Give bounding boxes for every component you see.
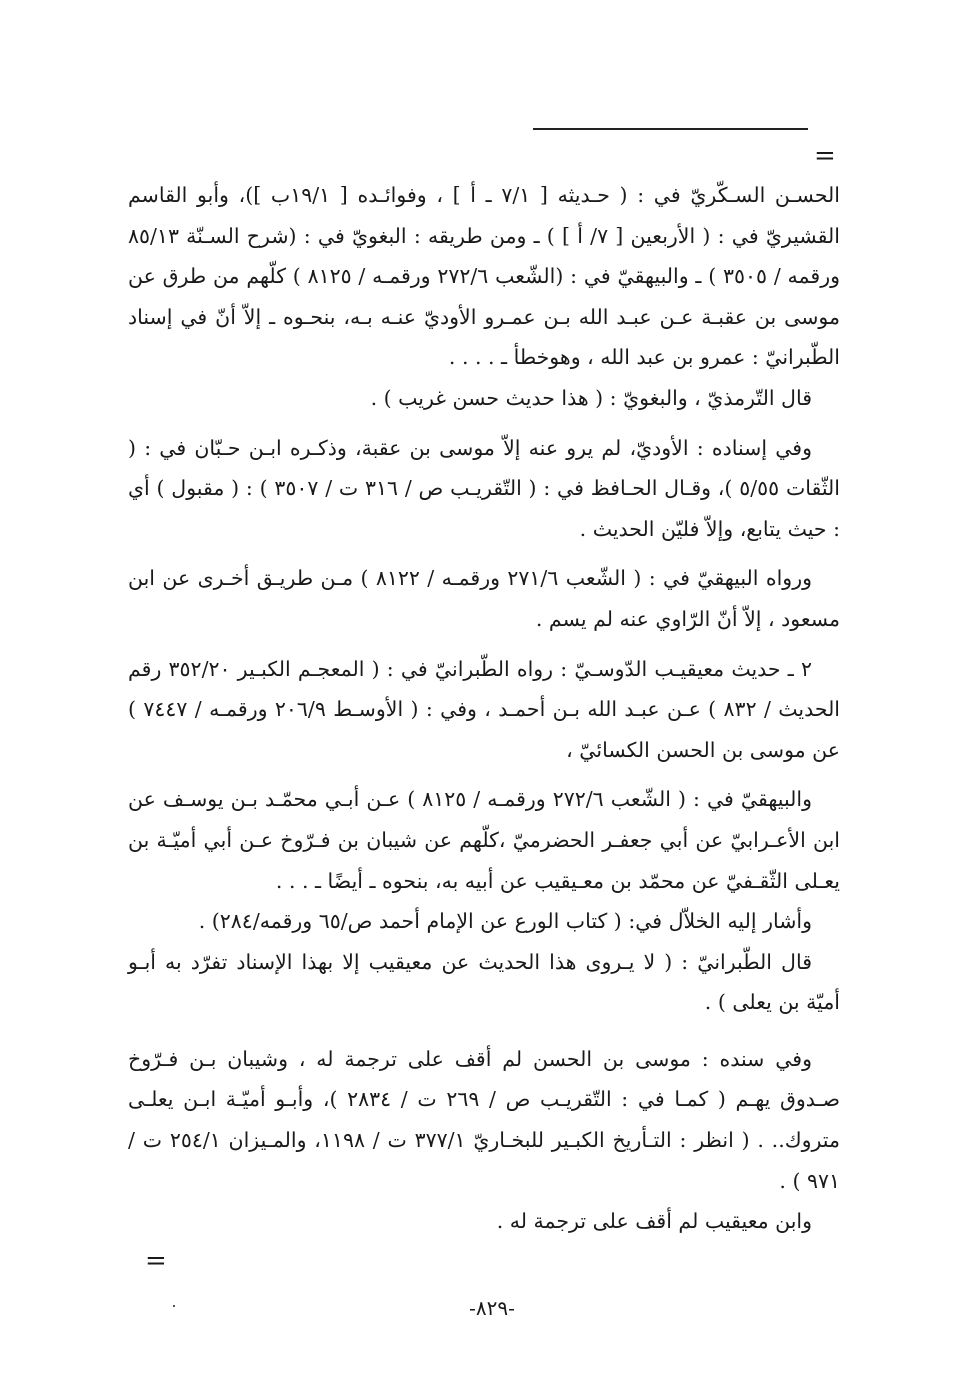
paragraph-bayhaqi-shuab: والبيهقيّ في : ( الشّعب ٢٧٢/٦ ورقمـه / ٨١٢٥ ) عـن أبـي محمّـد بـن يوسـف عن ابن الأعـرابيّ عن أبي جعفـر الحضرميّ ،كلّهم عن شيبان بن فـرّوخ عـن أبي أميّـة بن يعـلى الثّقـفيّ عن محمّد بن معـيقيب عن أبيه به، بنحوه ـ أيضًا ـ . . . bbox=[128, 787, 840, 893]
paragraph-hadith-muayqib: ٢ ـ حديث معيقيـب الدّوسـيّ : رواه الطّبرانيّ في : ( المعجـم الكبـير ٣٥٢/٢٠ رقم الحديث / ٨٣٢ ) عـن عبـد الله بـن أحمـد ، وفي : ( الأوسـط ٢٠٦/٩ ورقمـه / ٧٤٤٧ ) عن موسى بن الحسن الكسائيّ ، bbox=[128, 656, 841, 762]
paragraph-sanad-critique: وفي سنده : موسى بن الحسن لم أقف على ترجمة له ، وشيبان بـن فـرّوخ صـدوق يهـم ( كمـا في : التّقريـب ص / ٢٦٩ ت / ٢٨٣٤ )، وأبـو أميّـة ابـن يعلـى متروك.. . ( انظر : التـأريخ الكبـير للبخـاريّ ٣٧٧/١ ت / ١١٩٨، والمـيزان ٢٥٤/١ ت / ٩٧١ ) . bbox=[128, 1046, 840, 1193]
continuation-mark-top: = bbox=[814, 141, 836, 171]
continuation-mark-bottom: = bbox=[145, 1246, 167, 1276]
page-number: -٨٢٩- bbox=[469, 1296, 515, 1320]
footnote-body bbox=[128, 175, 840, 1242]
paragraph-isnad-awdi: وفي إسناده : الأوديّ، لم يرو عنه إلاّ موسى بن عقبة، وذكـره ابـن حـبّان في : ( الثّقات ٥/٥٥ )، وقـال الحـافظ في : ( التّقريـب ص / ٣١٦ ت / ٣٥٠٧ ) : ( مقبول ) أي : حيث يتابع، وإلاّ فليّن الحديث . bbox=[128, 435, 841, 541]
page-speck bbox=[173, 1305, 175, 1307]
paragraph-tabarani-statement: قال الطّبرانيّ : ( لا يـروى هذا الحديث عن معيقيب إلا بهذا الإسناد تفرّد به أبـو أميّة بن يعلى ) . bbox=[128, 949, 840, 1015]
paragraph-bayhaqi-ibn-masud: ورواه البيهقيّ في : ( الشّعب ٢٧١/٦ ورقمـه / ٨١٢٢ ) مـن طريـق أخـرى عن ابن مسعود ، إلاّ أنّ الرّاوي عنه لم يسم . bbox=[128, 566, 840, 631]
paragraph-tirmidhi-grading: قال التّرمذيّ ، والبغويّ : ( هذا حديث حسن غريب ) . bbox=[370, 385, 812, 410]
paragraph-chain-of-narration: الحسـن السـكّريّ في : ( حـديثه [ ٧/١ ـ أ ] ، وفوائـده [ ١٩/١ب ])، وأبو القاسم القشيريّ في : ( الأربعين [ ٧/ أ ] ) ـ ومن طريقه : البغويّ في : (شرح السـنّة ٨٥/١٣ ورقمه / ٣٥٠٥ ) ـ والبيهقيّ في : (الشّعب ٢٧٢/٦ ورقمـه / ٨١٢٥ ) كلّهم من طرق عن موسى بن عقبـة عـن عبـد الله بـن عمـرو الأوديّ عنـه بـه، بنحـوه ـ إلاّ أنّ في إسناد الطّبرانيّ : عمرو بن عبد الله ، وهوخطأ ـ . . . . bbox=[128, 183, 840, 370]
paragraph-ibn-muayqib: وابن معيقيب لم أقف على ترجمة له . bbox=[496, 1209, 812, 1234]
footnote-separator-rule bbox=[533, 128, 808, 130]
paragraph-khallal-wara: وأشار إليه الخلاّل في: ( كتاب الورع عن الإمام أحمد ص/٦٥ ورقمه/٢٨٤) . bbox=[198, 909, 812, 934]
